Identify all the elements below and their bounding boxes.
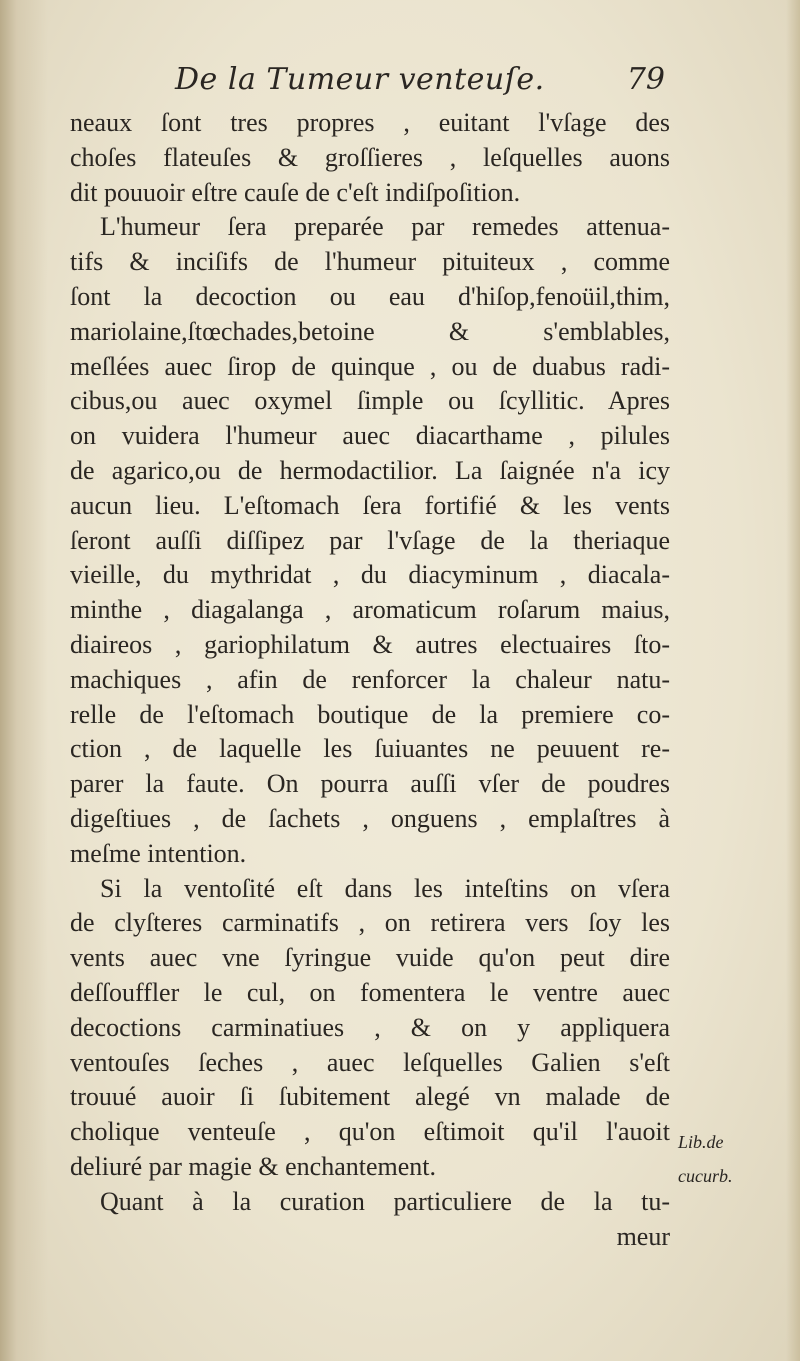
- text-line: Si la ventoſité eſt dans les inteſtins on vſera: [100, 873, 670, 903]
- text-line: relle de l'eſtomach boutique de la premiere co-: [70, 699, 670, 729]
- text-line: choſes flateuſes & groſſieres , leſquelles auons: [70, 142, 670, 172]
- page-number: 79: [626, 62, 665, 97]
- running-title: De la Tumeur venteuſe.: [175, 62, 545, 97]
- text-line: de clyſteres carminatifs , on retirera vers ſoy les: [70, 908, 670, 938]
- text-line: Quant à la curation particuliere de la tu-: [100, 1186, 670, 1216]
- text-line: trouué auoir ſi ſubitement alegé vn malade de: [70, 1082, 670, 1112]
- text-line: vieille, du mythridat , du diacyminum , diacala-: [70, 560, 670, 590]
- text-line: ventouſes ſeches , auec leſquelles Galien s'eſt: [70, 1047, 670, 1077]
- text-line: ſeront auſſi diſſipez par l'vſage de la theriaque: [70, 525, 670, 555]
- text-line: meſme intention.: [70, 838, 247, 868]
- catchword: meur: [616, 1221, 670, 1251]
- text-line: ction , de laquelle les ſuiuantes ne peuuent re-: [70, 734, 670, 764]
- text-line: mariolaine,ſtœchades,betoine & s'emblables,: [70, 316, 670, 346]
- text-line: vents auec vne ſyringue vuide qu'on peut dire: [70, 943, 670, 973]
- margin-note-line: cucurb.: [678, 1166, 733, 1186]
- text-line: aucun lieu. L'eſtomach ſera fortifié & les vents: [70, 490, 670, 520]
- text-line: tifs & inciſifs de l'humeur pituiteux , comme: [70, 247, 670, 277]
- text-line: machiques , afin de renforcer la chaleur natu-: [70, 664, 670, 694]
- margin-note-line: Lib.de: [678, 1132, 724, 1152]
- text-line: de agarico,ou de hermodactilior. La ſaignée n'a icy: [70, 455, 670, 485]
- text-line: on vuidera l'humeur auec diacarthame , pilules: [70, 421, 670, 451]
- text-line: neaux ſont tres propres , euitant l'vſage des: [70, 108, 670, 137]
- text-line: deſſouffler le cul, on fomentera le ventre auec: [70, 977, 670, 1007]
- text-line: diaireos , gariophilatum & autres electuaires ſto-: [70, 629, 670, 659]
- text-line: meſlées auec ſirop de quinque , ou de duabus radi-: [70, 351, 670, 381]
- text-line: cholique venteuſe , qu'on eſtimoit qu'il l'auoit: [70, 1117, 670, 1147]
- page-header: [175, 60, 665, 100]
- text-line: parer la faute. On pourra auſſi vſer de poudres: [70, 769, 670, 799]
- text-line: dit pouuoir eſtre cauſe de c'eſt indiſpoſition.: [70, 177, 521, 207]
- text-line: deliuré par magie & enchantement.: [70, 1151, 437, 1181]
- text-line: ſont la decoction ou eau d'hiſop,fenoüil,thim,: [70, 281, 670, 311]
- margin-note: [678, 1125, 788, 1193]
- page-gutter-shadow: [0, 0, 48, 1361]
- page-edge-shadow: [786, 0, 800, 1361]
- text-body: [70, 106, 670, 1254]
- text-line: decoctions carminatiues , & on y appliquera: [70, 1012, 670, 1042]
- text-line: digeſtiues , de ſachets , onguens , emplaſtres à: [70, 803, 670, 833]
- text-line: minthe , diagalanga , aromaticum roſarum maius,: [70, 595, 670, 625]
- text-line: cibus,ou auec oxymel ſimple ou ſcyllitic. Apres: [70, 386, 670, 416]
- text-line: L'humeur ſera preparée par remedes attenua-: [100, 212, 670, 242]
